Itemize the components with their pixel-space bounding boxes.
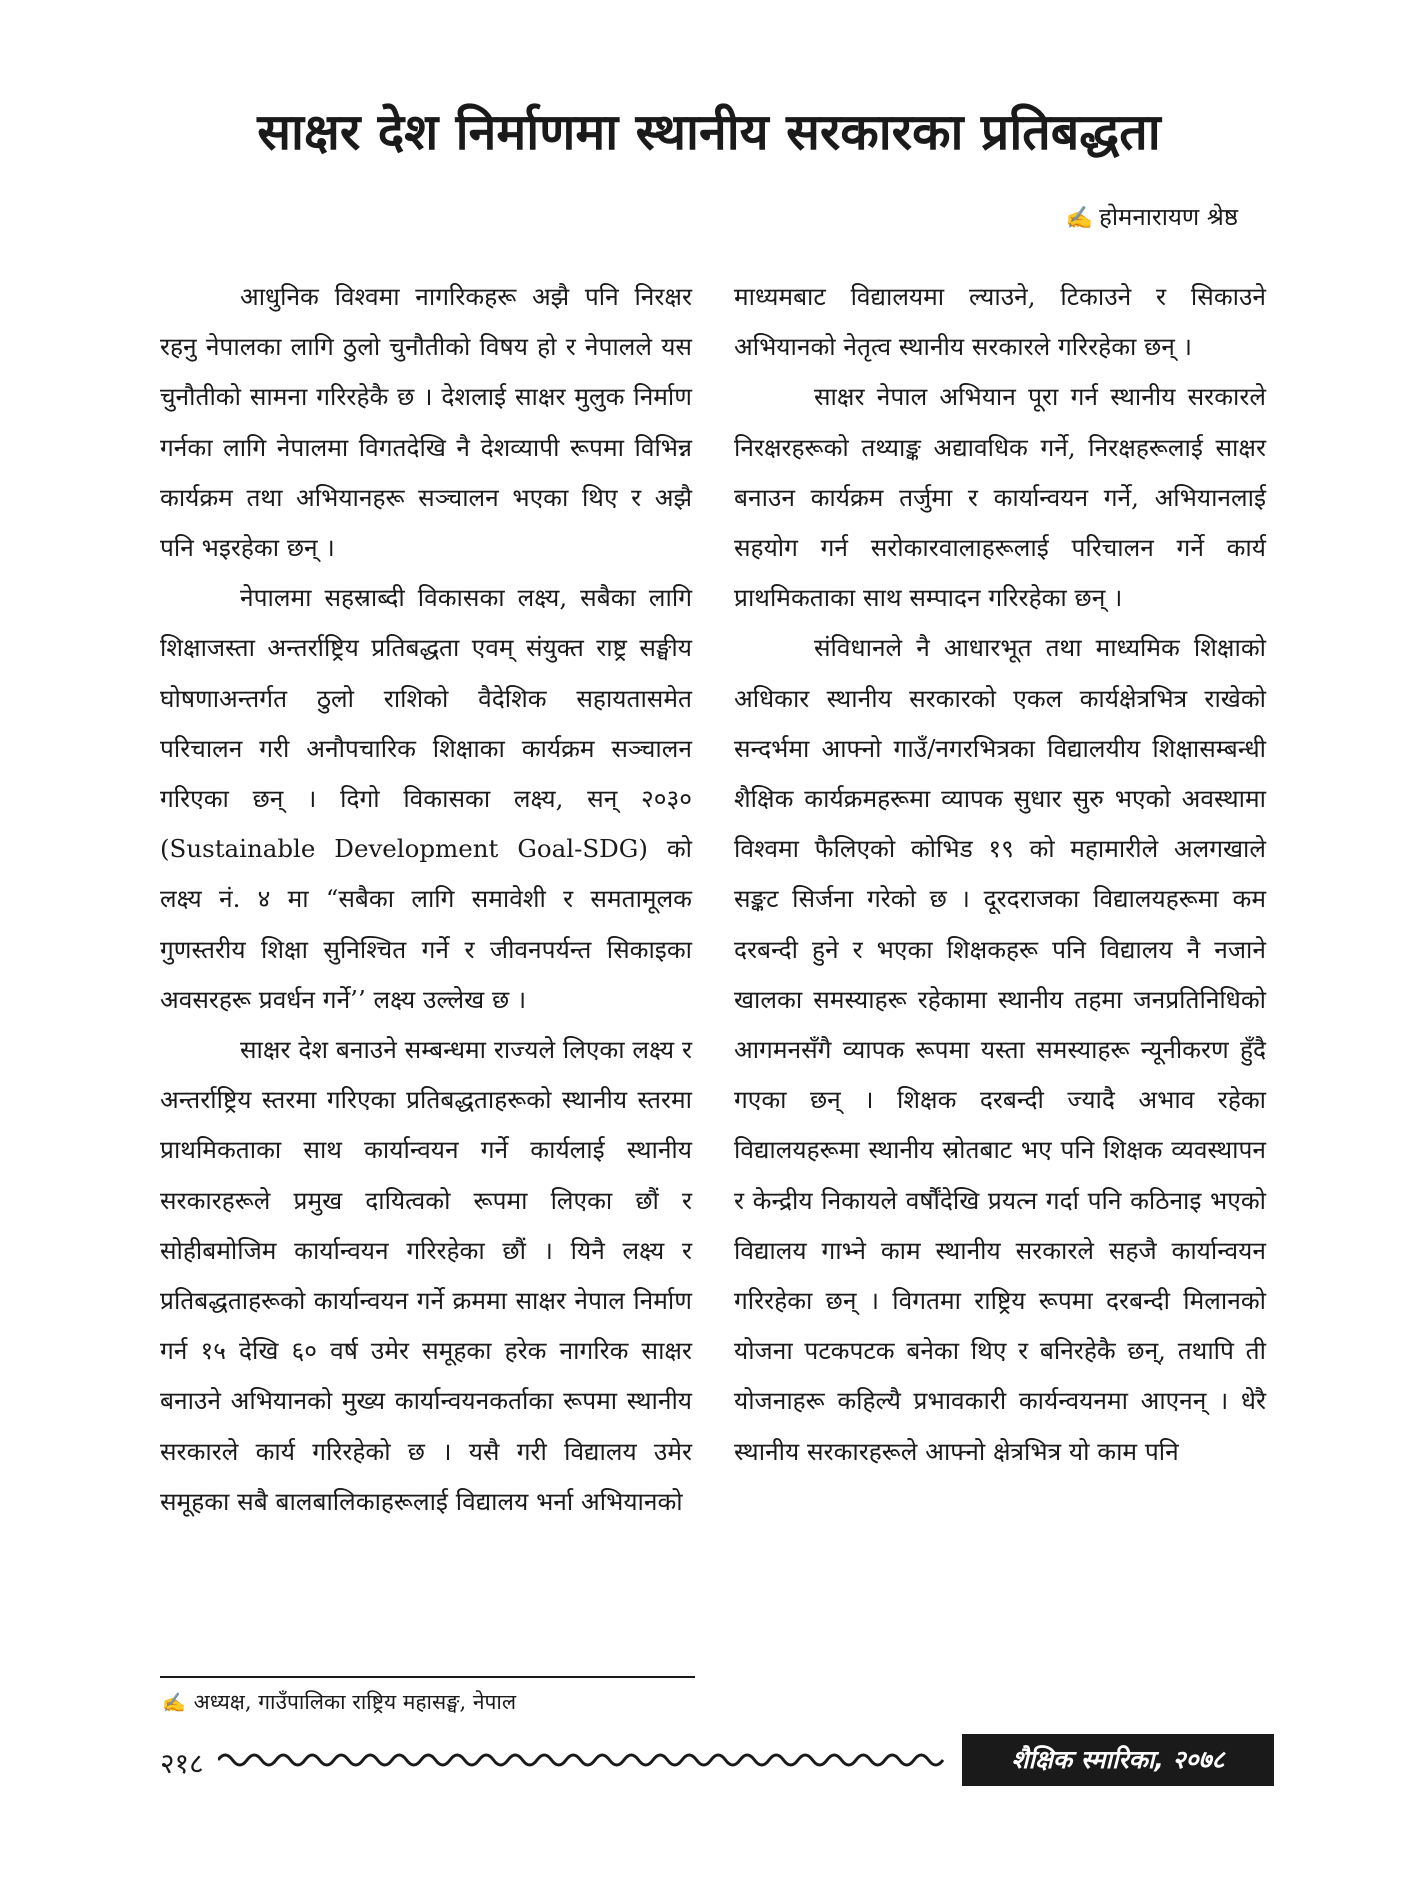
paragraph: साक्षर देश बनाउने सम्बन्धमा राज्यले लिएका लक्ष्य र अन्तर्राष्ट्रिय स्तरमा गरिएका प्रतिबद्धताहरूको स्थानीय स्तरमा प्राथमिकताका साथ कार्यान्वयन गर्ने कार्यलाई स्थानीय सरकारहरूले प्रमुख दायित्वको रूपमा लिएका छौं र सोहीबमोजिम कार्यान्वयन गरिरहेका छौं । यिनै लक्ष्य र प्रतिबद्धताहरूको कार्यान्वयन गर्ने क्रममा साक्षर नेपाल निर्माण गर्न १५ देखि ६० वर्ष उमेर समूहका हरेक नागरिक साक्षर बनाउने अभियानको मुख्य कार्यान्वयनकर्ताका रूपमा स्थानीय सरकारले कार्य गरिरहेको छ । यसै गरी विद्यालय उमेर समूहका सबै बालबालिकाहरूलाई विद्यालय भर्ना अभियानको bbox=[160, 1035, 692, 1516]
right-column bbox=[734, 272, 1266, 1477]
wave-divider bbox=[218, 1746, 958, 1774]
paragraph: साक्षर नेपाल अभियान पूरा गर्न स्थानीय सरकारले निरक्षरहरूको तथ्याङ्क अद्यावधिक गर्ने, निरक्षहरूलाई साक्षर बनाउन कार्यक्रम तर्जुमा र कार्यान्वयन गर्ने, अभियानलाई सहयोग गर्न सरोकारवालाहरूलाई परिचालन गर्ने कार्य प्राथमिकताका साथ सम्पादन गरिरहेका छन् । bbox=[734, 382, 1266, 613]
paragraph: संविधानले नै आधारभूत तथा माध्यमिक शिक्षाको अधिकार स्थानीय सरकारको एकल कार्यक्षेत्रभित्र राखेको सन्दर्भमा आफ्नो गाउँ/नगरभित्रका विद्यालयीय शिक्षासम्बन्धी शैक्षिक कार्यक्रमहरूमा व्यापक सुधार सुरु भएको अवस्थामा विश्वमा फैलिएको कोभिड १९ को महामारीले अलगखाले सङ्कट सिर्जना गरेको छ । दूरदराजका विद्यालयहरूमा कम दरबन्दी हुने र भएका शिक्षकहरू पनि विद्यालय नै नजाने खालका समस्याहरू रहेकामा स्थानीय तहमा जनप्रतिनिधिको आगमनसँगै व्यापक रूपमा यस्ता समस्याहरू न्यूनीकरण हुँदै गएका छन् । शिक्षक दरबन्दी ज्यादै अभाव रहेका विद्यालयहरूमा स्थानीय स्रोतबाट भए पनि शिक्षक व्यवस्थापन र केन्द्रीय निकायले वर्षौंदेखि प्रयत्न गर्दा पनि कठिनाइ भएको विद्यालय गाभ्ने काम स्थानीय सरकारले सहजै कार्यान्वयन गरिरहेका छन् । विगतमा राष्ट्रिय रूपमा दरबन्दी मिलानको योजना पटकपटक बनेका थिए र बनिरहेकै छन्, तथापि ती योजनाहरू कहिल्यै प्रभावकारी कार्यन्वयनमा आएनन् । धेरै स्थानीय सरकारहरूले आफ्नो क्षेत्रभित्र यो काम पनि bbox=[734, 633, 1266, 1466]
footnote-divider bbox=[160, 1676, 695, 1678]
paragraph: माध्यमबाट विद्यालयमा ल्याउने, टिकाउने र सिकाउने अभियानको नेतृत्व स्थानीय सरकारले गरिरहेका छन् । bbox=[734, 282, 1266, 362]
pen-icon: ✍ bbox=[1065, 206, 1094, 231]
footnote-text: अध्यक्ष, गाउँपालिका राष्ट्रिय महासङ्घ, नेपाल bbox=[193, 1690, 517, 1714]
publication-banner: शैक्षिक स्मारिका, २०७८ bbox=[962, 1734, 1274, 1786]
article-title: साक्षर देश निर्माणमा स्थानीय सरकारका प्रतिबद्धता bbox=[257, 103, 1161, 161]
page-number: २१८ bbox=[160, 1747, 204, 1780]
paragraph: नेपालमा सहस्राब्दी विकासका लक्ष्य, सबैका लागि शिक्षाजस्ता अन्तर्राष्ट्रिय प्रतिबद्धता एवम् संयुक्त राष्ट्र सङ्घीय घोषणाअन्तर्गत ठुलो राशिको वैदेशिक सहायतासमेत परिचालन गरी अनौपचारिक शिक्षाका कार्यक्रम सञ्चालन गरिएका छन् । दिगो विकासका लक्ष्य, सन् २०३० (Sustainable Development Goal-SDG) को लक्ष्य नं. ४ मा “सबैका लागि समावेशी र समतामूलक गुणस्तरीय शिक्षा सुनिश्चित गर्ने र जीवनपर्यन्त सिकाइका अवसरहरू प्रवर्धन गर्ने’’ लक्ष्य उल्लेख छ । bbox=[160, 583, 692, 1014]
author-line bbox=[1066, 200, 1238, 233]
left-column bbox=[160, 272, 692, 1527]
paragraph: आधुनिक विश्वमा नागरिकहरू अझै पनि निरक्षर रहनु नेपालका लागि ठुलो चुनौतीको विषय हो र नेपालले यस चुनौतीको सामना गरिरहेकै छ । देशलाई साक्षर मुलुक निर्माण गर्नका लागि नेपालमा विगतदेखि नै देशव्यापी रूपमा विभिन्न कार्यक्रम तथा अभियानहरू सञ्चालन भएका थिए र अझै पनि भइरहेका छन् । bbox=[160, 282, 692, 563]
footnote bbox=[162, 1688, 516, 1716]
author-name: होमनारायण श्रेष्ठ bbox=[1099, 203, 1238, 231]
pen-icon: ✍ bbox=[162, 1692, 186, 1714]
